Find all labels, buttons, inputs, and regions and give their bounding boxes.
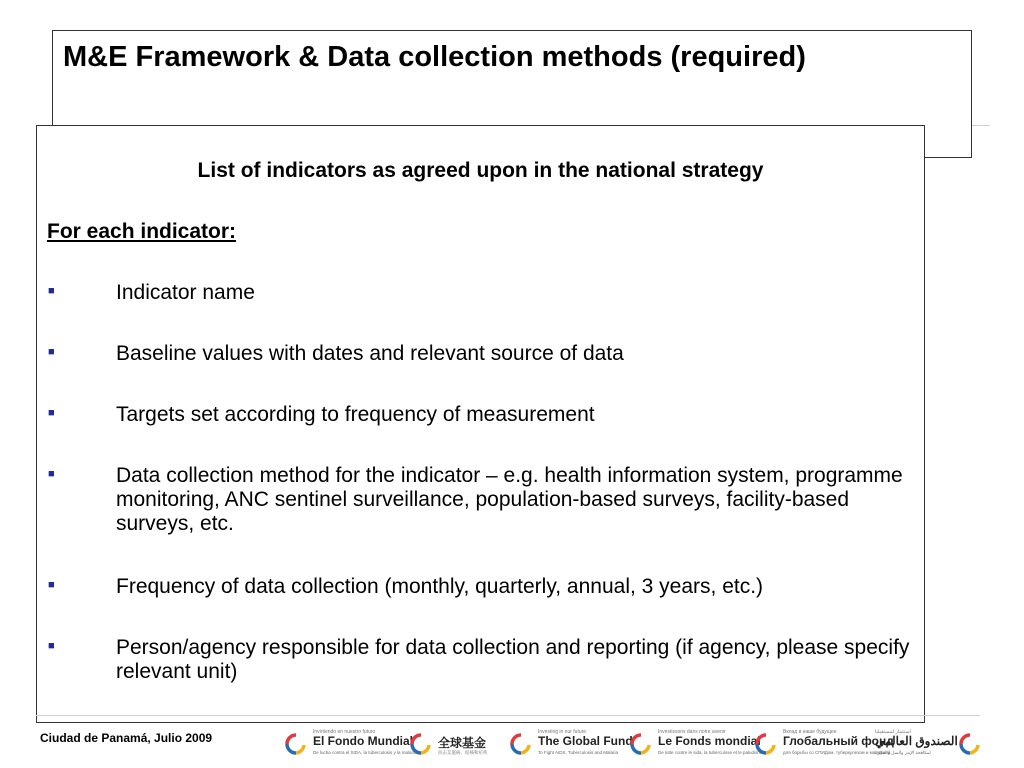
global-fund-swirl-icon bbox=[283, 732, 309, 756]
slide-subtitle: List of indicators as agreed upon in the national strategy bbox=[197, 159, 764, 182]
logo-tagline: Invirtiendo en nuestro futuro bbox=[313, 729, 376, 735]
bullet-text: Indicator name bbox=[116, 281, 255, 304]
section-heading: For each indicator: bbox=[47, 220, 237, 243]
logo-subline: 抗击艾滋病、结核和疟疾 bbox=[438, 750, 488, 755]
logo-subline: To Fight AIDS, Tuberculosis and Malaria bbox=[538, 750, 619, 755]
logo-tagline: Investing in our future bbox=[538, 729, 587, 735]
bullet-square-icon: ■ bbox=[48, 579, 55, 591]
global-fund-swirl-icon bbox=[508, 732, 534, 756]
slide-title: M&E Framework & Data collection methods (required) bbox=[63, 41, 806, 73]
title-divider-rule bbox=[972, 125, 990, 126]
bullet-text: Baseline values with dates and relevant source of data bbox=[116, 342, 624, 365]
logo-name: Глобальный фонд bbox=[783, 734, 894, 748]
logo-subline: для борьбы со СПИДом, туберкулезом и малярией bbox=[783, 750, 891, 755]
bullet-square-icon: ■ bbox=[48, 407, 55, 419]
global-fund-swirl-icon bbox=[408, 732, 434, 756]
logo-name: The Global Fund bbox=[538, 734, 633, 748]
footer-rule bbox=[36, 715, 980, 716]
global-fund-logo-strip bbox=[283, 722, 983, 766]
logo-subline: De lutte contre le sida, la tuberculose et le paludisme bbox=[658, 750, 764, 755]
footer-location-date: Ciudad de Panamá, Julio 2009 bbox=[40, 731, 213, 745]
logo-tagline: Investissons dans notre avenir bbox=[658, 729, 726, 735]
bullet-text: Frequency of data collection (monthly, quarterly, annual, 3 years, etc.) bbox=[116, 575, 764, 598]
logo-name: الصندوق العالمي bbox=[875, 734, 958, 748]
logo-name: El Fondo Mundial bbox=[313, 734, 413, 748]
bullet-text: Data collection method for the indicator – e.g. health information system, programme monitoring, ANC sentinel surveillance, population-based surveys, facility-based surveys, etc. bbox=[116, 464, 903, 535]
bullet-square-icon: ■ bbox=[48, 640, 55, 652]
content-box bbox=[36, 125, 925, 723]
logo-subline: لمكافحة الإيدز والسل والملاريا bbox=[875, 750, 931, 755]
global-fund-swirl-icon bbox=[628, 732, 654, 756]
bullet-square-icon: ■ bbox=[48, 285, 55, 297]
bullet-text: Person/agency responsible for data collection and reporting (if agency, please specify relevant unit) bbox=[116, 636, 910, 683]
global-fund-swirl-icon bbox=[753, 732, 779, 756]
global-fund-swirl-icon bbox=[957, 732, 983, 756]
bullet-text: Targets set according to frequency of measurement bbox=[116, 403, 595, 426]
logo-name: 全球基金 bbox=[438, 736, 487, 750]
bullet-square-icon: ■ bbox=[48, 346, 55, 358]
logo-tagline: استثمار لمستقبلنا bbox=[875, 729, 911, 735]
bullet-square-icon: ■ bbox=[48, 468, 55, 480]
logo-name: Le Fonds mondial bbox=[658, 734, 761, 748]
logo-tagline: Вклад в наше будущее bbox=[783, 729, 837, 735]
logo-subline: De lucha contra el SIDA, la tuberculosis y la malaria bbox=[313, 750, 417, 755]
